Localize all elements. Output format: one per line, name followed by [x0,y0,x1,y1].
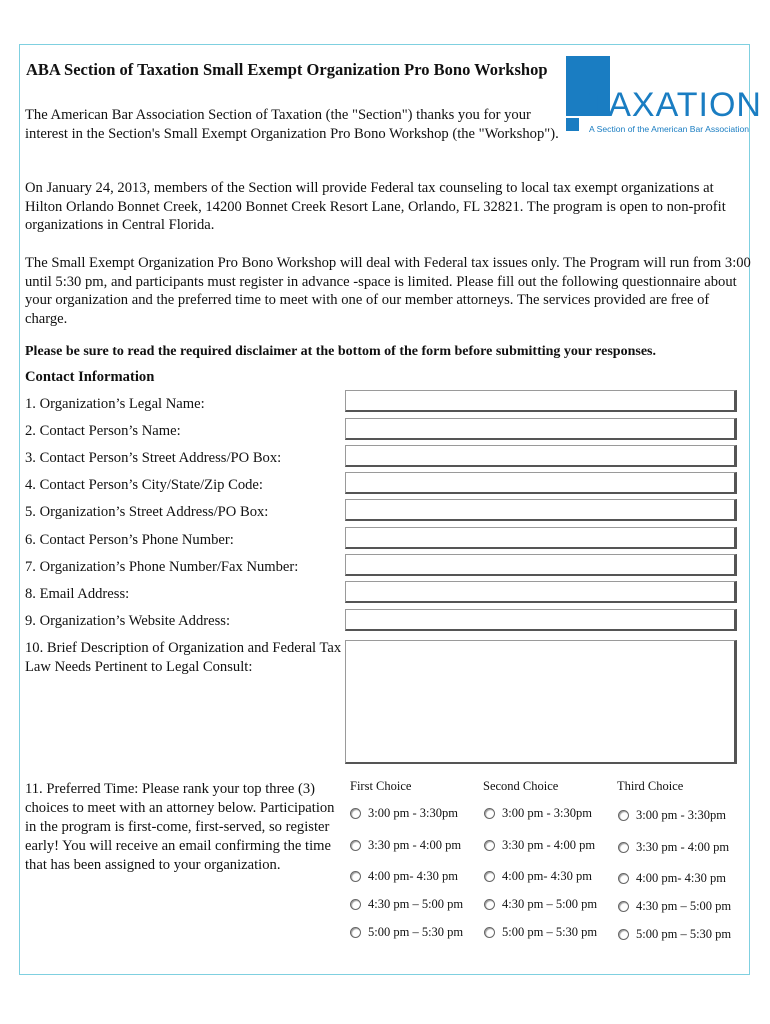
second-choice-option[interactable] [484,869,592,884]
third-choice-option[interactable] [618,840,729,855]
radio-icon[interactable] [618,842,629,853]
option-label: 4:00 pm- 4:30 pm [502,869,592,883]
org-address-label: 5. Organization’s Street Address/PO Box: [25,504,269,520]
radio-icon[interactable] [484,871,495,882]
third-choice-option[interactable] [618,871,726,886]
contact-address-input[interactable] [345,445,737,467]
org-address-input[interactable] [345,499,737,521]
option-label: 4:30 pm – 5:00 pm [368,897,464,911]
contact-address-label: 3. Contact Person’s Street Address/PO Box: [25,450,282,466]
first-choice-option[interactable] [350,869,458,884]
third-choice-heading: Third Choice [617,779,684,793]
option-label: 3:00 pm - 3:30pm [502,806,592,820]
org-legal-name-input[interactable] [345,390,737,412]
org-phone-fax-input[interactable] [345,554,737,576]
intro-paragraph-2: On January 24, 2013, members of the Section will provide Federal tax counseling to local tax exempt organizations at Hilton Orlando Bonnet Creek, 14200 Bonnet Creek Resort Lane, Orlando, FL 32821. The program is open to non-profit organizations in Central Florida. [25,180,726,233]
option-label: 5:00 pm – 5:30 pm [502,925,598,939]
radio-icon[interactable] [618,901,629,912]
disclaimer-notice: Please be sure to read the required disclaimer at the bottom of the form before submitting your responses. [25,344,656,359]
radio-icon[interactable] [618,873,629,884]
preferred-time-label: 11. Preferred Time: Please rank your top three (3) choices to meet with an attorney below. Participation in the program is first-come, first-served, so register early! You will receive an email confirming the time that has been assigned to your organization. [25,781,335,873]
logo-subtitle: A Section of the American Bar Association [589,124,750,134]
third-choice-option[interactable] [618,899,731,914]
radio-icon[interactable] [484,840,495,851]
second-choice-heading: Second Choice [483,779,559,793]
contact-phone-input[interactable] [345,527,737,549]
second-choice-option[interactable] [484,925,597,940]
contact-city-label: 4. Contact Person’s City/State/Zip Code: [25,477,263,493]
option-label: 5:00 pm – 5:30 pm [636,927,732,941]
intro-paragraph-1: The American Bar Association Section of Taxation (the "Section") thanks you for your interest in the Section's Small Exempt Organization Pro Bono Workshop (the "Workshop"). [25,107,559,142]
org-description-textarea[interactable] [345,640,737,764]
option-label: 4:30 pm – 5:00 pm [636,899,732,913]
radio-icon[interactable] [350,808,361,819]
radio-icon[interactable] [484,899,495,910]
second-choice-option[interactable] [484,897,597,912]
org-description-label: 10. Brief Description of Organization and Federal Tax Law Needs Pertinent to Legal Consult: [25,640,342,675]
contact-heading: Contact Information [25,369,155,385]
website-input[interactable] [345,609,737,631]
contact-phone-label: 6. Contact Person’s Phone Number: [25,532,234,548]
radio-icon[interactable] [484,927,495,938]
third-choice-option[interactable] [618,808,726,823]
option-label: 3:00 pm - 3:30pm [636,808,726,822]
email-label: 8. Email Address: [25,586,130,602]
option-label: 4:00 pm- 4:30 pm [636,871,726,885]
page-title: ABA Section of Taxation Small Exempt Organization Pro Bono Workshop [26,60,548,79]
option-label: 4:30 pm – 5:00 pm [502,897,598,911]
option-label: 3:30 pm - 4:00 pm [368,838,462,852]
logo-small-square-icon [566,118,579,131]
first-choice-option[interactable] [350,897,463,912]
first-choice-option[interactable] [350,806,458,821]
radio-icon[interactable] [618,810,629,821]
org-legal-name-label: 1. Organization’s Legal Name: [25,396,205,412]
radio-icon[interactable] [350,927,361,938]
contact-city-input[interactable] [345,472,737,494]
first-choice-option[interactable] [350,838,461,853]
option-label: 3:00 pm - 3:30pm [368,806,458,820]
radio-icon[interactable] [350,840,361,851]
option-label: 4:00 pm- 4:30 pm [368,869,458,883]
first-choice-option[interactable] [350,925,463,940]
second-choice-option[interactable] [484,806,592,821]
logo-wordmark: TAXATION [589,86,762,124]
email-input[interactable] [345,581,737,603]
radio-icon[interactable] [350,899,361,910]
second-choice-option[interactable] [484,838,595,853]
org-phone-fax-label: 7. Organization’s Phone Number/Fax Number: [25,559,299,575]
intro-paragraph-3: The Small Exempt Organization Pro Bono Workshop will deal with Federal tax issues only. The Program will run from 3:00 until 5:30 pm, and participants must register in advance -space is limited. Please fill out the following questionnaire about your organization and the preferred time to meet with one of our member attorneys. The services provided are free of charge. [25,255,751,327]
radio-icon[interactable] [350,871,361,882]
radio-icon[interactable] [484,808,495,819]
third-choice-option[interactable] [618,927,731,942]
contact-name-input[interactable] [345,418,737,440]
contact-name-label: 2. Contact Person’s Name: [25,423,181,439]
website-label: 9. Organization’s Website Address: [25,613,231,629]
option-label: 3:30 pm - 4:00 pm [636,840,730,854]
option-label: 3:30 pm - 4:00 pm [502,838,596,852]
first-choice-heading: First Choice [350,779,412,793]
radio-icon[interactable] [618,929,629,940]
option-label: 5:00 pm – 5:30 pm [368,925,464,939]
